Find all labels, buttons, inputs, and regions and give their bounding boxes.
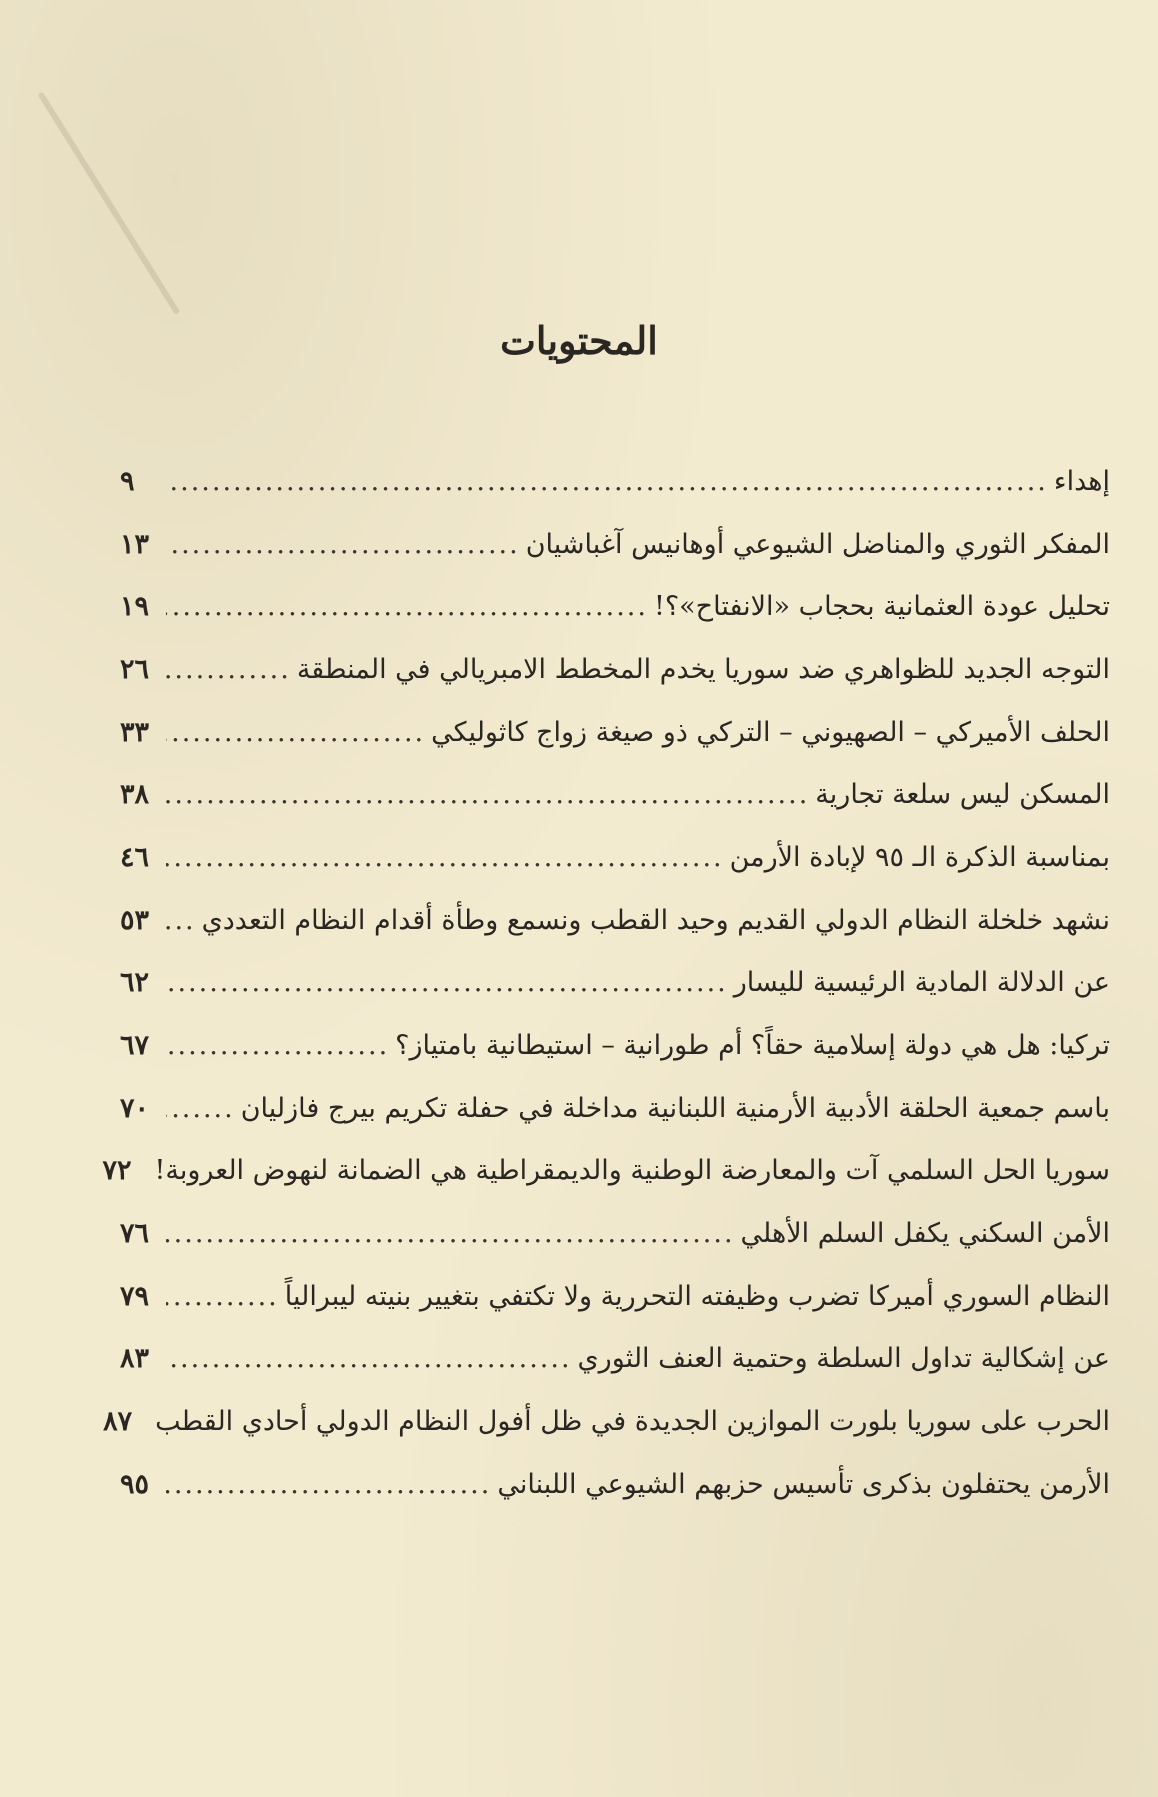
toc-entry [120, 1328, 1110, 1391]
toc-entry-title: تحليل عودة العثمانية بحجاب «الانفتاح»؟! [653, 591, 1110, 623]
toc-entry-title: عن إشكالية تداول السلطة وحتمية العنف الثوري [577, 1343, 1110, 1375]
toc-leader-dots [166, 844, 724, 871]
toc-entry-title: التوجه الجديد للظواهري ضد سوريا يخدم المخطط الامبريالي في المنطقة [296, 653, 1110, 685]
toc-entry [120, 513, 1110, 576]
toc-entry [120, 763, 1110, 826]
toc-entry-title: الأمن السكني يكفل السلم الأهلي [740, 1218, 1110, 1250]
toc-leader-dots [166, 1345, 572, 1372]
toc-entry-page: ٥٣ [120, 904, 150, 936]
toc-entry-page: ٧٦ [120, 1218, 150, 1250]
toc-leader-dots [166, 1220, 735, 1247]
page-smudge [37, 91, 180, 315]
toc-entry-title: بمناسبة الذكرة الـ ٩٥ لإبادة الأرمن [729, 841, 1110, 873]
toc-entry-page: ٩٥ [120, 1468, 150, 1500]
toc-entry-page: ٣٣ [120, 716, 150, 748]
toc-entry [120, 450, 1110, 513]
toc-entry-page: ٢٦ [120, 653, 150, 685]
toc-leader-dots [166, 1032, 389, 1059]
toc-entry-page: ٧٢ [102, 1155, 132, 1187]
toc-entry [120, 638, 1110, 701]
toc-entry [120, 1453, 1110, 1516]
toc-leader-dots [166, 1095, 235, 1122]
toc-entry-title: الحرب على سوريا بلورت الموازين الجديدة في ظل أفول النظام الدولي أحادي القطب [155, 1406, 1110, 1438]
toc-leader-dots [166, 656, 291, 683]
toc-entry-page: ٧٩ [120, 1280, 150, 1312]
toc-entry-title: المفكر الثوري والمناضل الشيوعي أوهانيس آغباشيان [525, 528, 1110, 560]
toc-leader-dots [166, 1283, 279, 1310]
toc-entry-title: سوريا الحل السلمي آت والمعارضة الوطنية والديمقراطية هي الضمانة لنهوض العروبة! [154, 1155, 1110, 1187]
toc-leader-dots [166, 468, 1048, 495]
contents-heading: المحتويات [500, 318, 658, 363]
toc-entry-page: ٦٢ [120, 967, 150, 999]
toc-leader-dots [166, 969, 728, 996]
toc-entry [120, 1265, 1110, 1328]
toc-entry [103, 1390, 1110, 1453]
toc-entry-page: ١٣ [120, 528, 150, 560]
toc-entry-title: عن الدلالة المادية الرئيسية لليسار [733, 967, 1110, 999]
toc-entry-title: باسم جمعية الحلقة الأدبية الأرمنية اللبنانية مداخلة في حفلة تكريم بيرج فازليان [240, 1092, 1110, 1124]
toc-entry-page: ٣٨ [120, 779, 150, 811]
toc-entry [120, 1202, 1110, 1265]
toc-entry-title: تركيا: هل هي دولة إسلامية حقاً؟ أم طورانية – استيطانية بامتياز؟ [395, 1030, 1110, 1062]
toc-leader-dots [166, 593, 648, 620]
toc-entry-title: المسكن ليس سلعة تجارية [815, 779, 1110, 811]
toc-entry [120, 826, 1110, 889]
table-of-contents [102, 450, 1110, 1516]
toc-entry-page: ٤٦ [120, 841, 150, 873]
toc-entry-page: ٨٧ [103, 1406, 133, 1438]
toc-entry-page: ٧٠ [120, 1092, 150, 1124]
toc-entry-title: الأرمن يحتفلون بذكرى تأسيس حزبهم الشيوعي اللبناني [497, 1468, 1110, 1500]
toc-entry-page: ١٩ [120, 591, 150, 623]
toc-leader-dots [166, 907, 196, 934]
toc-entry [120, 1014, 1110, 1077]
toc-leader-dots [166, 531, 520, 558]
toc-entry-title: نشهد خلخلة النظام الدولي القديم وحيد القطب ونسمع وطأة أقدام النظام التعددي [201, 904, 1110, 936]
toc-entry [120, 1077, 1110, 1140]
toc-entry [120, 952, 1110, 1015]
toc-entry-page: ٦٧ [120, 1030, 150, 1062]
toc-entry-page: ٩ [120, 465, 135, 497]
toc-entry-title: النظام السوري أميركا تضرب وظيفته التحررية ولا تكتفي بتغيير بنيته ليبرالياً [284, 1280, 1110, 1312]
toc-entry [102, 1140, 1110, 1203]
toc-entry [120, 575, 1110, 638]
toc-entry [120, 701, 1110, 764]
toc-leader-dots [166, 719, 425, 746]
toc-entry-page: ٨٣ [120, 1343, 150, 1375]
toc-entry-title: إهداء [1053, 465, 1110, 497]
toc-entry-title: الحلف الأميركي – الصهيوني – التركي ذو صيغة زواج كاثوليكي [431, 716, 1110, 748]
toc-leader-dots [166, 1471, 491, 1498]
toc-entry [120, 889, 1110, 952]
toc-leader-dots [166, 781, 809, 808]
